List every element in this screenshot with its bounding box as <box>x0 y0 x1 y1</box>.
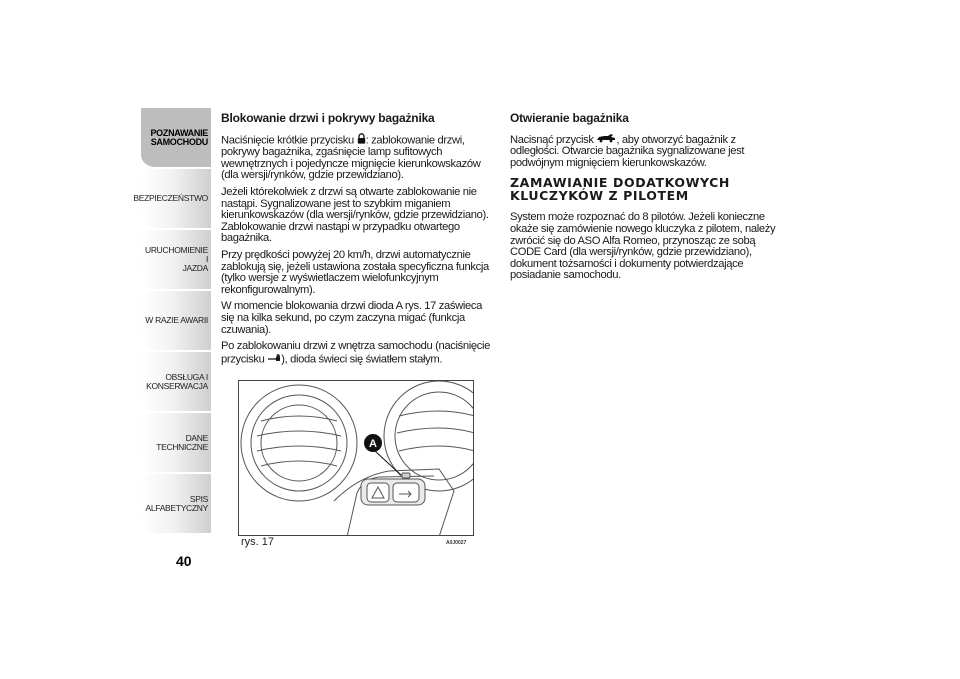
tab-label-line: URUCHOMIENIE I <box>145 245 208 264</box>
left-column <box>221 113 493 371</box>
paragraph-text: , aby otworzyć bagażnik z odległości. Otwarcie bagażnika sygnalizowane jest podwójnym mignięciem kierunkowskazów. <box>510 133 745 169</box>
tab-label-line: POZNAWANIE <box>150 127 208 138</box>
tab-w-razie-awarii[interactable] <box>141 291 211 352</box>
tab-dane-techniczne[interactable] <box>141 413 211 474</box>
tab-label-line: JAZDA <box>182 263 208 273</box>
figure-17-illustration <box>238 380 474 536</box>
tab-obsluga-i-konserwacja[interactable] <box>141 352 211 413</box>
figure-caption: rys. 17 <box>241 536 275 548</box>
paragraph <box>510 133 778 170</box>
paragraph-text: ), dioda świeci się światłem stałym. <box>281 352 443 365</box>
paragraph: Jeżeli którekolwiek z drzwi są otwarte zablokowanie nie nastąpi. Sygnalizowane jest to szybkim miganiem kierunkowskazów (dla wersji/rynków, gdzie przewidziano). Zablokowanie drzwi nastąpi w przypadku otwartego bagażnika. <box>221 185 489 245</box>
lock-icon <box>357 133 366 148</box>
section-heading-door-locking: Blokowanie drzwi i pokrywy bagażnika <box>221 111 435 125</box>
paragraph <box>221 341 493 365</box>
section-heading-additional-keys: ZAMAWIANIE DODATKOWYCH KLUCZYKÓW Z PILOTEM <box>510 175 730 203</box>
tab-label-line: SAMOCHODU <box>150 136 208 147</box>
tab-uruchomienie-i-jazda[interactable] <box>141 230 211 291</box>
tab-label-line: W RAZIE AWARII <box>145 315 208 325</box>
paragraph: Przy prędkości powyżej 20 km/h, drzwi automatycznie zablokują się, jeżeli ustawiona została specyficzna funkcja (tylko wersje z wyświetlaczem wielofunkcyjnym rekonfigurowalnym). <box>221 248 489 296</box>
paragraph: W momencie blokowania drzwi dioda A rys. 17 zaświeca się na kilka sekund, po czym zaczyna migać (funkcja czuwania). <box>221 300 482 336</box>
paragraph-text: Nacisnąć przycisk <box>510 133 594 146</box>
tab-spis-alfabetyczny[interactable] <box>141 474 211 535</box>
paragraph-text: Naciśnięcie krótkie przycisku <box>221 133 354 146</box>
chapter-sidebar <box>133 108 211 535</box>
marker-a-label: A <box>369 438 377 450</box>
car-trunk-icon <box>596 133 616 147</box>
tab-label-line: SPIS ALFABETYCZNY <box>145 493 208 513</box>
figure-code: A0J0027 <box>446 540 467 546</box>
right-column <box>510 113 778 287</box>
tab-label-line: KONSERWACJA <box>146 380 208 391</box>
tab-label-line: DANE TECHNICZNE <box>156 432 208 452</box>
tab-label-line: BEZPIECZEŃSTWO <box>133 193 208 203</box>
dashboard-drawing <box>239 381 474 536</box>
door-lock-button-icon <box>267 353 281 366</box>
tab-bezpieczenstwo[interactable] <box>133 169 211 230</box>
section-heading-trunk-opening: Otwieranie bagażnika <box>510 111 629 125</box>
paragraph <box>221 133 493 182</box>
tab-label-line: OBSŁUGA I <box>165 371 208 382</box>
tab-poznawanie-samochodu[interactable] <box>141 108 211 169</box>
page-number: 40 <box>176 553 192 569</box>
paragraph-text: Po zablokowaniu drzwi z wnętrza samochodu (naciśnięcie przycisku <box>221 340 491 365</box>
paragraph: System może rozpoznać do 8 pilotów. Jeżeli konieczne okaże się zamówienie nowego kluczyka z pilotem, należy zwrócić się do ASO Alfa Romeo, przynosząc ze sobą CODE Card (dla wersji/rynków, gdzie przewidziano), dokument tożsamości i dokumenty potwierdzające posiadanie samochodu. <box>510 211 776 282</box>
paragraph-text: : zablokowanie drzwi, pokrywy bagażnika, zgaśnięcie lamp sufitowych wewnętrznych i pojedyncze mignięcie kierunkowskazów (dla wersji/rynków, gdzie przewidziano). <box>221 133 481 182</box>
